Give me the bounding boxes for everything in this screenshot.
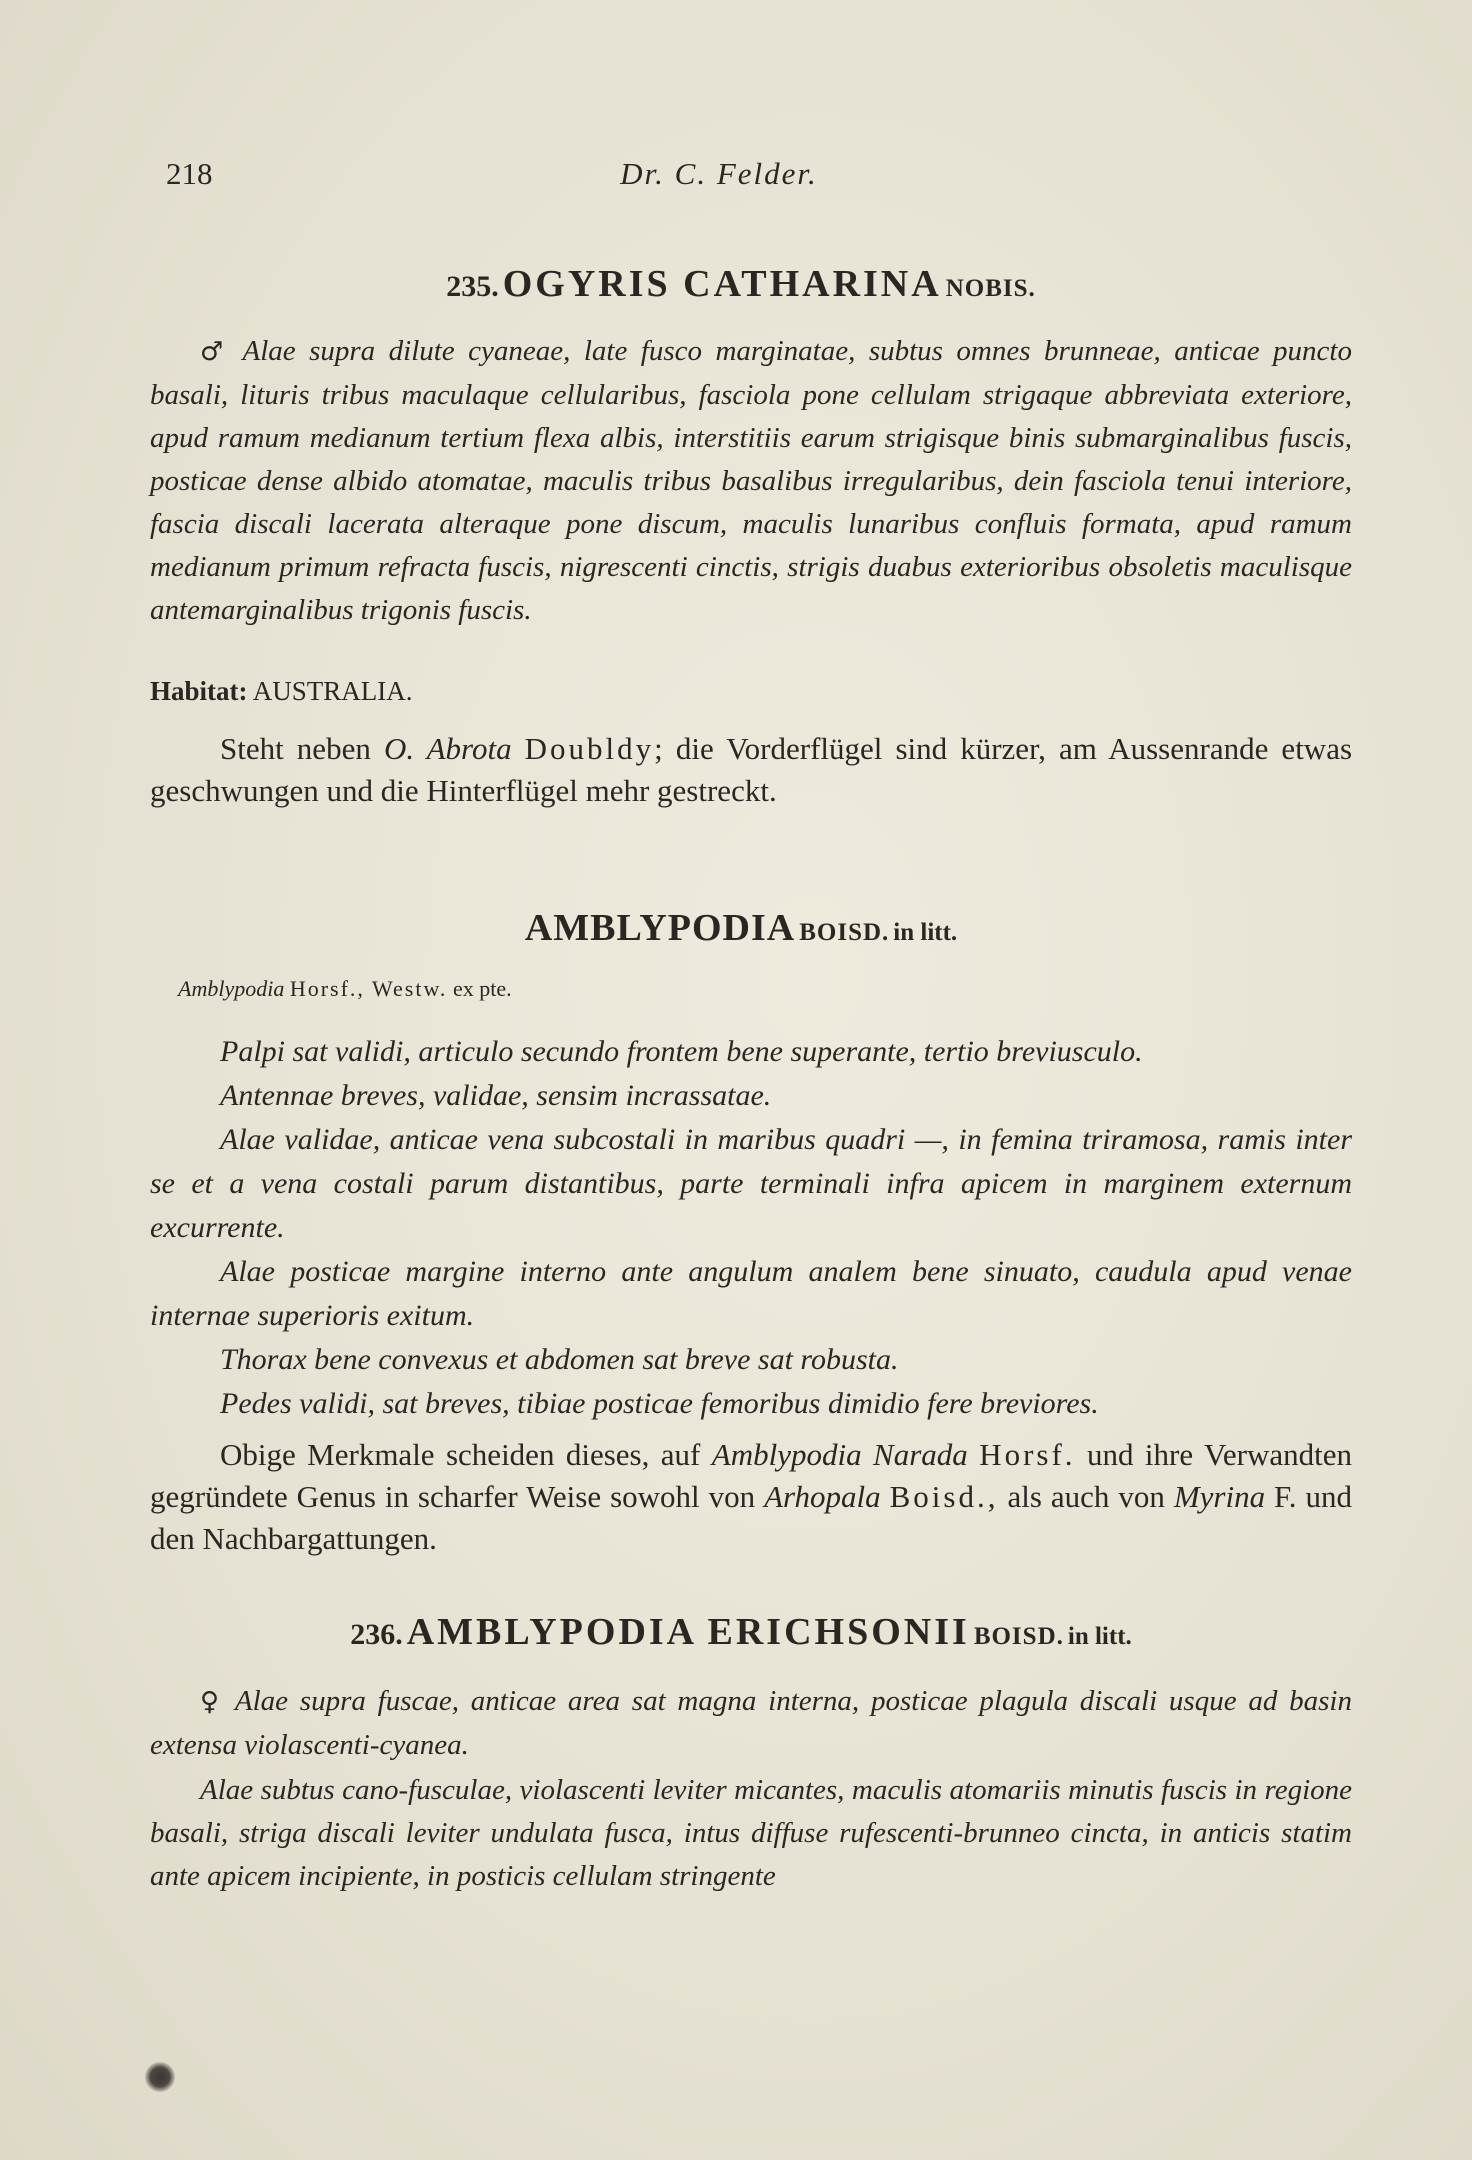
synonym-extent: ex pte. bbox=[452, 976, 512, 1001]
entry-236-title bbox=[150, 1610, 1332, 1654]
remark-part: und ihre Verwandten gegründete Genus in scharfer Weise sowohl von bbox=[150, 1437, 1352, 1514]
entry-235-description bbox=[150, 330, 1352, 632]
remark-author: Doubldy bbox=[524, 731, 655, 766]
synonym-genus: Amblypodia bbox=[178, 976, 285, 1001]
page-number: 218 bbox=[166, 156, 213, 191]
remark-part: Obige Merkmale scheiden dieses, auf bbox=[220, 1437, 701, 1472]
remark-author: Horsf. bbox=[979, 1437, 1076, 1472]
entry-236-author: BOISD. bbox=[973, 1623, 1064, 1650]
entry-235-remark bbox=[150, 728, 1352, 812]
running-head: Dr. C. Felder. bbox=[620, 156, 818, 191]
genus-synonymy bbox=[178, 976, 1352, 1002]
entry-236-note: in litt. bbox=[1067, 1623, 1132, 1650]
entry-236-description-1 bbox=[150, 1680, 1352, 1767]
synonym-authors: Horsf., Westw. bbox=[289, 976, 448, 1001]
genus-note: in litt. bbox=[893, 919, 958, 946]
genus-character: Alae validae, anticae vena subcostali in maribus quadri —, in femina triramosa, ramis inter se et a vena costali parum distantibus, parte terminali infra apicem in marginem externum excurrente. bbox=[150, 1123, 1352, 1244]
entry-235-number: 235. bbox=[446, 270, 499, 303]
entry-235-title bbox=[150, 262, 1332, 306]
genus-characters bbox=[150, 1030, 1352, 1426]
remark-part: F. und den Nachbargattungen. bbox=[150, 1479, 1353, 1556]
genus-name: AMBLYPODIA bbox=[524, 907, 796, 949]
habitat-label: Habitat: bbox=[150, 676, 248, 706]
entry-235-author: NOBIS. bbox=[945, 275, 1036, 302]
genus-character: Pedes validi, sat breves, tibiae posticae femoribus dimidio fere breviores. bbox=[220, 1387, 1099, 1420]
page-header bbox=[166, 156, 1312, 196]
remark-part: Steht neben bbox=[220, 731, 371, 766]
entry-235-description-text: Alae supra dilute cyaneae, late fusco marginatae, subtus omnes brunneae, anticae puncto basali, lituris tribus maculaque cellularibus, fasciola pone cellulam strigaque abbreviata exteriore, apud ramum medianum tertium flexa albis, interstitiis earum strigisque binis submarginalibus fuscis, posticae dense albido atomatae, maculis tribus basalibus irregularibus, dein fasciola tenui interiore, fascia discali lacerata alteraque pone discum, maculis lunaribus confluis formata, apud ramum medianum primum refracta fuscis, nigrescenti cinctis, strigis duabus exterioribus obsoletis maculisque antemarginalibus trigonis fuscis. bbox=[150, 335, 1352, 626]
genus-character: Antennae breves, validae, sensim incrassatae. bbox=[220, 1079, 772, 1112]
ink-blot bbox=[145, 2062, 175, 2092]
remark-species: Amblypodia Narada bbox=[711, 1437, 968, 1472]
entry-235-name: OGYRIS CATHARINA bbox=[502, 263, 942, 305]
entry-236-name: AMBLYPODIA ERICHSONII bbox=[406, 1611, 970, 1653]
remark-part: als auch von bbox=[1007, 1479, 1165, 1514]
entry-236-description-text: Alae supra fuscae, anticae area sat magna interna, posticae plagula discali usque ad basin extensa violascenti-cyanea. bbox=[150, 1685, 1352, 1761]
entry-235-remark-text bbox=[150, 728, 1352, 812]
genus-remark-text bbox=[150, 1434, 1352, 1560]
genus-character: Palpi sat validi, articulo secundo frontem bene superante, tertio breviusculo. bbox=[220, 1035, 1143, 1068]
entry-236-number: 236. bbox=[350, 1618, 403, 1651]
genus-remark bbox=[150, 1434, 1352, 1560]
genus-title bbox=[150, 906, 1332, 950]
genus-author: BOISD. bbox=[799, 919, 890, 946]
remark-author: Boisd., bbox=[889, 1479, 999, 1514]
male-symbol-icon: ♂ bbox=[200, 337, 230, 367]
habitat-value: AUSTRALIA. bbox=[252, 676, 413, 706]
genus-character: Thorax bene convexus et abdomen sat breve sat robusta. bbox=[220, 1343, 899, 1376]
remark-genus: Arhopala bbox=[764, 1479, 881, 1514]
entry-236-description-2: Alae subtus cano-fusculae, violascenti leviter micantes, maculis atomariis minutis fuscis in regione basali, striga discali leviter undulata fusca, intus diffuse rufescenti-brunneo cincta, in anticis statim ante apicem incipiente, in posticis cellulam stringente bbox=[150, 1774, 1352, 1892]
female-symbol-icon: ♀ bbox=[200, 1687, 224, 1717]
genus-character: Alae posticae margine interno ante angulum analem bene sinuato, caudula apud venae internae superioris exitum. bbox=[150, 1255, 1352, 1332]
remark-species: O. Abrota bbox=[383, 731, 512, 766]
remark-genus: Myrina bbox=[1173, 1479, 1266, 1514]
remark-part: ; die Vorderflügel sind kürzer, am Aussenrande etwas geschwungen und die Hinterflügel mehr gestreckt. bbox=[150, 731, 1353, 808]
entry-235-description-block bbox=[150, 330, 1352, 632]
entry-235-habitat bbox=[150, 676, 1352, 707]
entry-236-description-block bbox=[150, 1680, 1352, 1898]
